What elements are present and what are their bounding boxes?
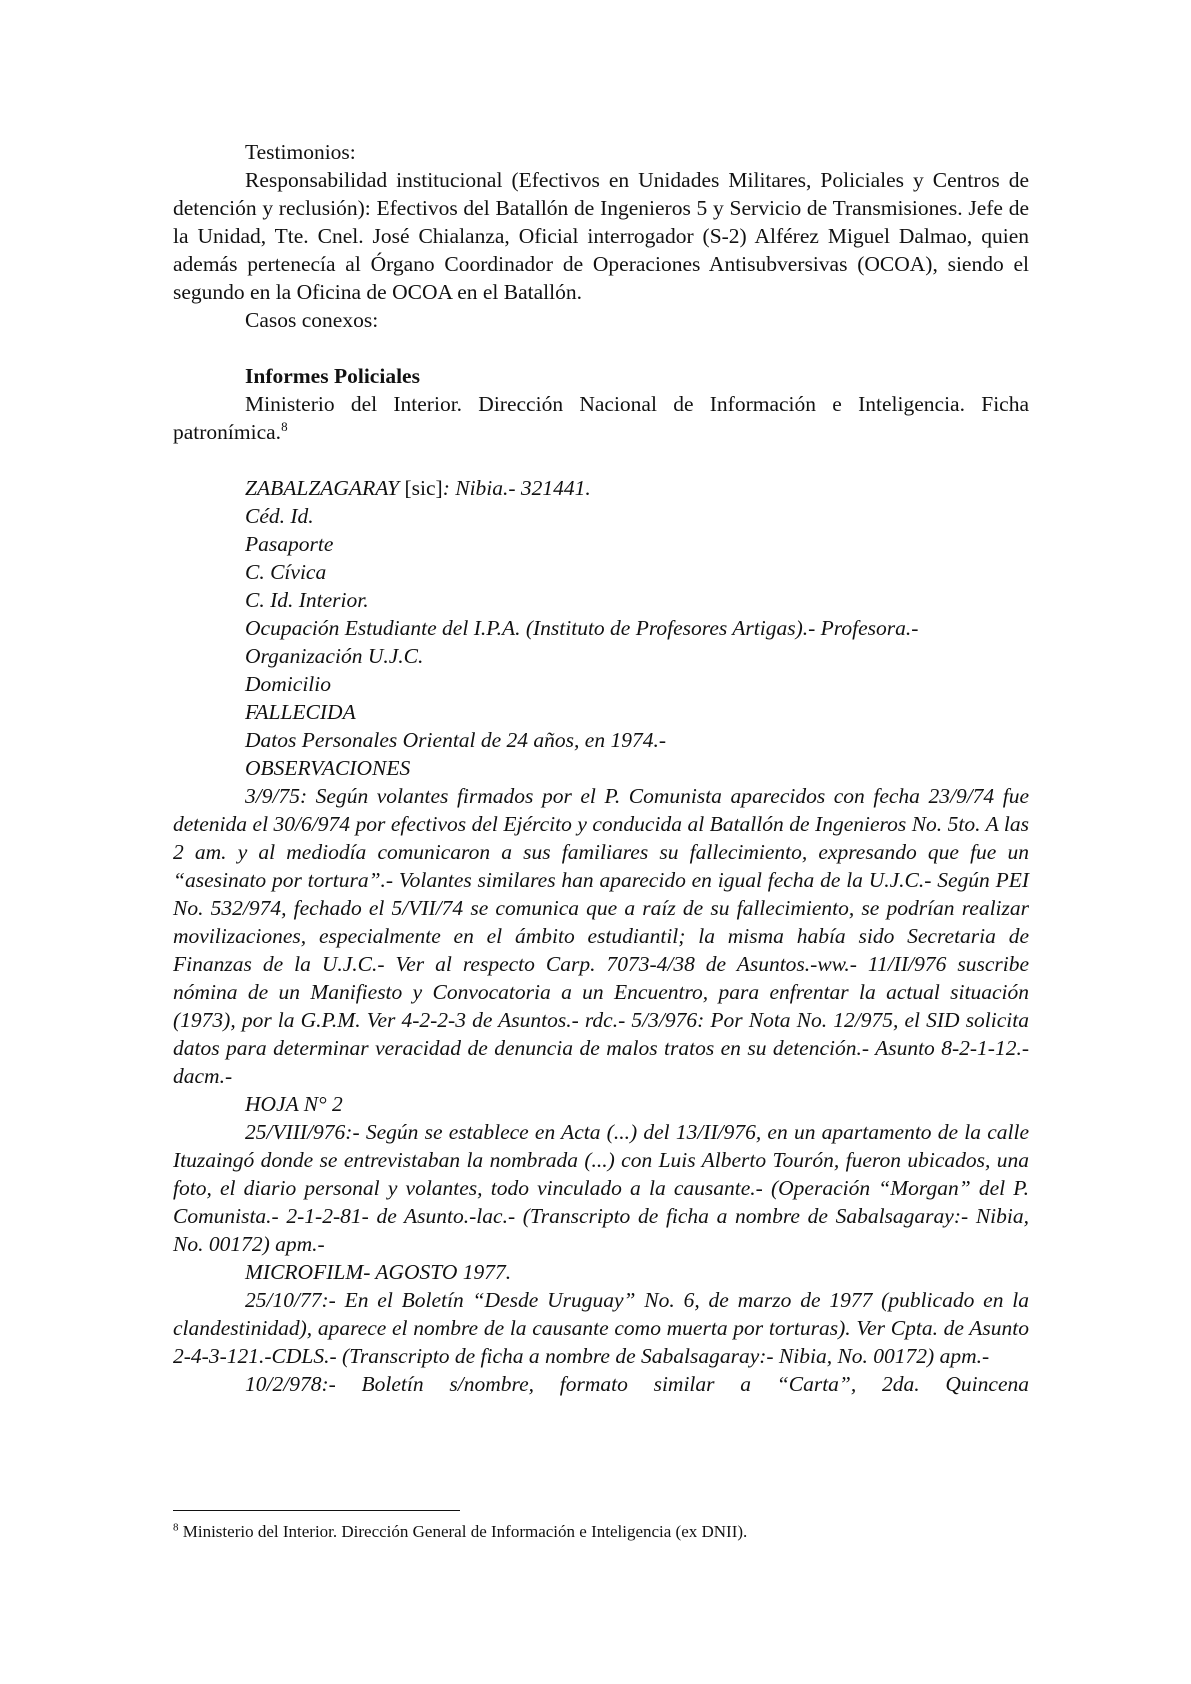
ficha-observaciones-heading: OBSERVACIONES — [245, 756, 411, 780]
footnote-divider — [173, 1510, 460, 1511]
ficha-fallecida: FALLECIDA — [245, 700, 356, 724]
responsabilidad-paragraph: Responsabilidad institucional (Efectivos en Unidades Militares, Policiales y Centros de detención y reclusión): Efectivos del Batallón de Ingenieros 5 y Servicio de Transmisiones. Jefe de la Unidad, Tte. Cnel. José Chialanza, Oficial interrogador (S-2) Alférez Miguel Dalmao, quien además pertenecía al Órgano Coordinador de Operaciones Antisubversivas (OCOA), siendo el segundo en la Oficina de OCOA en el Batallón. — [173, 168, 1029, 304]
casos-conexos-label: Casos conexos: — [245, 308, 379, 332]
ficha-domicilio: Domicilio — [245, 672, 331, 696]
ficha-name-id: : Nibia.- 321441. — [442, 476, 591, 500]
ficha-ocupacion: Ocupación Estudiante del I.P.A. (Instituto de Profesores Artigas).- Profesora.- — [245, 616, 919, 640]
spacer — [173, 334, 1029, 362]
hoja-label: HOJA N° 2 — [245, 1092, 343, 1116]
ficha-name: ZABALZAGARAY — [245, 476, 405, 500]
ficha-datos-personales: Datos Personales Oriental de 24 años, en 1974.- — [245, 728, 667, 752]
testimonios-label: Testimonios: — [245, 140, 356, 164]
observation-3: 25/10/77:- En el Boletín “Desde Uruguay” No. 6, de marzo de 1977 (publicado en la clandestinidad), aparece el nombre de la causante como muerta por torturas). Ver Cpta. de Asunto 2-4-3-121.-CDLS.- (Transcripto de ficha a nombre de Sabalsagaray:- Nibia, No. 00172) apm.- — [173, 1288, 1029, 1368]
microfilm-label: MICROFILM- AGOSTO 1977. — [245, 1260, 512, 1284]
footnote-reference: 8 — [281, 418, 288, 434]
informes-intro-paragraph — [173, 390, 1029, 446]
ficha-ced: Céd. Id. — [245, 504, 314, 528]
sic-marker: [sic] — [404, 476, 443, 500]
informes-heading: Informes Policiales — [245, 364, 420, 388]
ficha-pasaporte: Pasaporte — [245, 532, 334, 556]
ficha-interior: C. Id. Interior. — [245, 588, 369, 612]
footnote-number: 8 — [173, 1521, 179, 1534]
footnote-text: Ministerio del Interior. Dirección General de Información e Inteligencia (ex DNII). — [178, 1522, 748, 1541]
ficha-name-line — [173, 474, 1029, 502]
ficha-organizacion: Organización U.J.C. — [245, 644, 424, 668]
observation-4: 10/2/978:- Boletín s/nombre, formato similar a “Carta”, 2da. Quincena — [245, 1372, 1029, 1396]
ficha-civica: C. Cívica — [245, 560, 327, 584]
observation-1: 3/9/75: Según volantes firmados por el P. Comunista aparecidos con fecha 23/9/74 fue detenida el 30/6/974 por efectivos del Ejército y conducida al Batallón de Ingenieros No. 5to. A las 2 am. y al mediodía comunicaron a sus familiares su fallecimiento, expresando que fue un “asesinato por tortura”.- Volantes similares han aparecido en igual fecha de la U.J.C.- Según PEI No. 532/974, fechado el 5/VII/74 se comunica que a raíz de su fallecimiento, se podrían realizar movilizaciones, especialmente en el ámbito estudiantil; la misma había sido Secretaria de Finanzas de la U.J.C.- Ver al respecto Carp. 7073-4/38 de Asuntos.-ww.- 11/II/976 suscribe nómina de un Manifiesto y Convocatoria a un Encuentro, para enfrentar la actual situación (1973), por la G.P.M. Ver 4-2-2-3 de Asuntos.- rdc.- 5/3/976: Por Nota No. 12/975, el SID solicita datos para determinar veracidad de denuncia de malos tratos en su detención.- Asunto 8-2-1-12.-dacm.- — [173, 784, 1029, 1088]
spacer — [173, 446, 1029, 474]
document-body — [173, 138, 1029, 1398]
footnote — [173, 1520, 1029, 1544]
informes-intro-text: Ministerio del Interior. Dirección Nacional de Información e Inteligencia. Ficha patronímica. — [173, 392, 1029, 444]
observation-2: 25/VIII/976:- Según se establece en Acta (...) del 13/II/976, en un apartamento de la calle Ituzaingó donde se entrevistaban la nombrada (...) con Luis Alberto Tourón, fueron ubicados, una foto, el diario personal y volantes, todo vinculado a la causante.- (Operación “Morgan” del P. Comunista.- 2-1-2-81- de Asunto.-lac.- (Transcripto de ficha a nombre de Sabalsagaray:- Nibia, No. 00172) apm.- — [173, 1120, 1029, 1256]
